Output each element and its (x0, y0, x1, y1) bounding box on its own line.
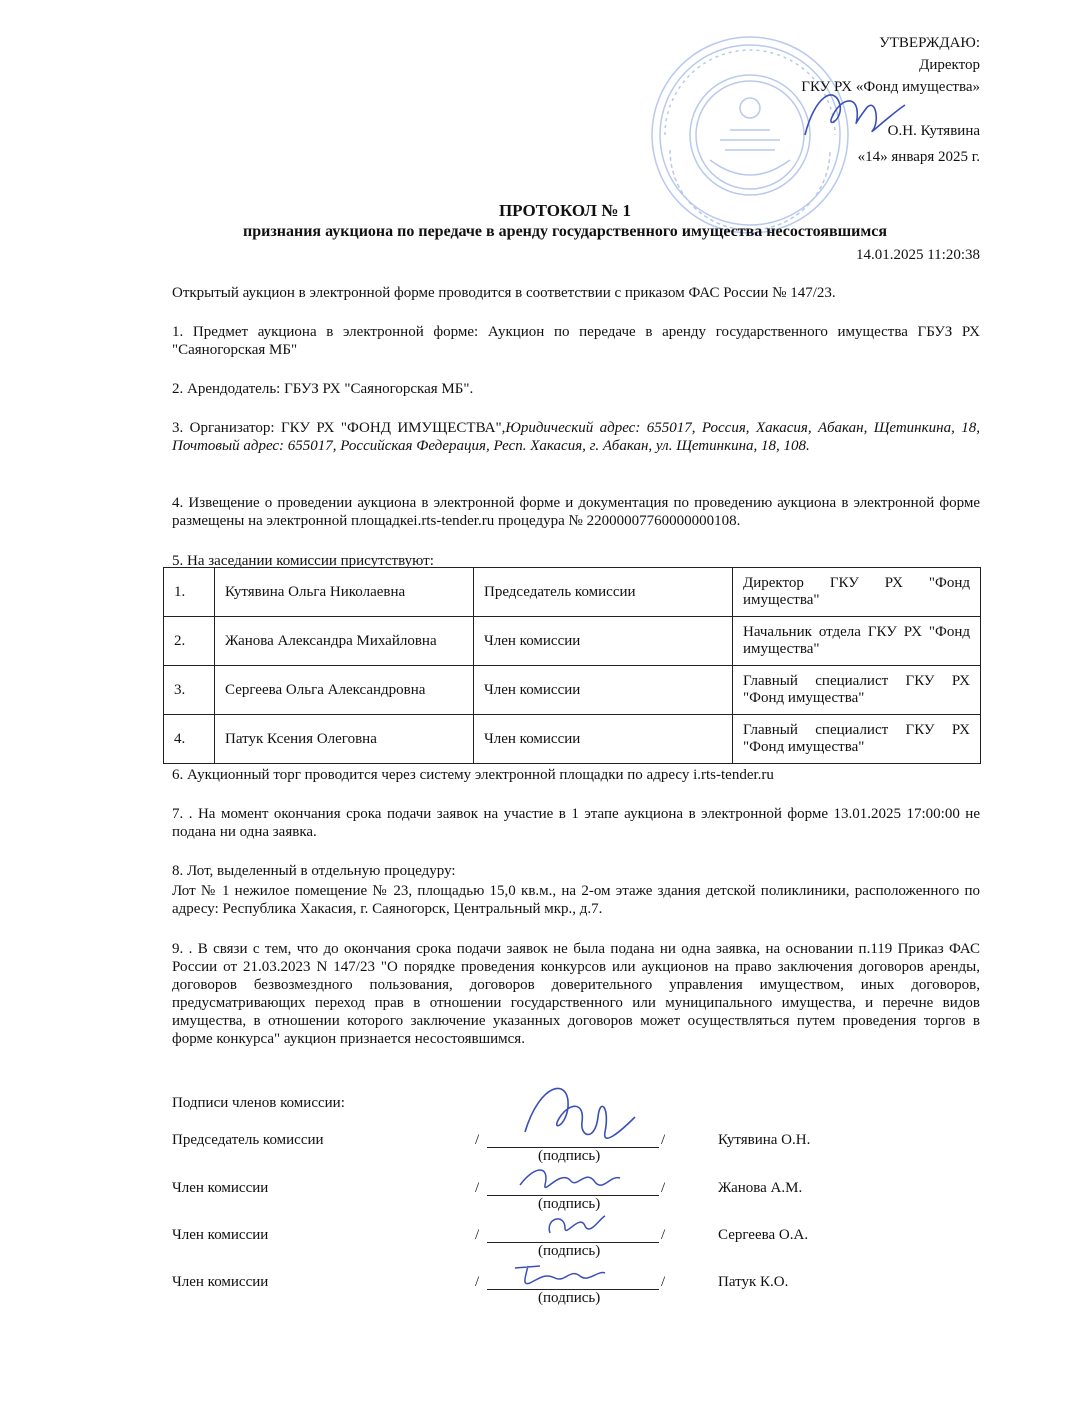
item-1: 1. Предмет аукциона в электронной форме: Аукцион по передаче в аренду государственного имущества ГБУЗ РХ "Саяногорская МБ" (172, 324, 980, 358)
approval-organization: ГКУ РХ «Фонд имущества» (801, 79, 980, 95)
member-role: Член комиссии (474, 617, 733, 666)
member-number: 1. (164, 568, 215, 617)
item-8-lot: Лот № 1 нежилое помещение № 23, площадью 15,0 кв.м., на 2-ом этаже здания детской поликлиники, расположенного по адресу: Республика Хакасия, г. Саяногорск, Центральный мкр., д.7. (172, 883, 980, 917)
member-name: Сергеева Ольга Александровна (215, 666, 474, 715)
signature-role: Член комиссии (172, 1227, 269, 1243)
table-row (164, 715, 981, 764)
member-role: Член комиссии (474, 666, 733, 715)
signature-name: Жанова А.М. (718, 1180, 803, 1196)
approval-position: Директор (919, 57, 980, 73)
table-row (164, 666, 981, 715)
signature-row: Член комиссии / / (подпись) Патук К.О. (172, 1274, 789, 1306)
member-name: Патук Ксения Олеговна (215, 715, 474, 764)
item-4: 4. Извещение о проведении аукциона в электронной форме и документация по проведению аукциона в электронной форме размещены на электронной площадкеi.rts-tender.ru процедура № 22000007760000000108. (172, 495, 980, 529)
signature-role: Член комиссии (172, 1180, 269, 1196)
item-7: 7. . На момент окончания срока подачи заявок на участие в 1 этапе аукциона в электронной форме 13.01.2025 17:00:00 не подана ни одна заявка. (172, 806, 980, 840)
signature-scribble-chairman (510, 1072, 650, 1167)
intro-paragraph: Открытый аукцион в электронной форме проводится в соответствии с приказом ФАС России № 147/23. (172, 285, 836, 301)
signature-row: Председатель комиссии / / (подпись) Кутявина О.Н. (172, 1132, 811, 1164)
member-number: 2. (164, 617, 215, 666)
document-title: ПРОТОКОЛ № 1 (498, 201, 632, 220)
signature-name: Кутявина О.Н. (718, 1132, 811, 1148)
signature-scribble-patuk (510, 1258, 610, 1293)
member-number: 3. (164, 666, 215, 715)
item-2: 2. Арендодатель: ГБУЗ РХ "Саяногорская МБ". (172, 381, 474, 397)
document-subtitle: признания аукциона по передаче в аренду государственного имущества несостоявшимся (242, 223, 887, 240)
item-6: 6. Аукционный торг проводится через систему электронной площадки по адресу i.rts-tender.ru (172, 767, 774, 783)
item-8-heading: 8. Лот, выделенный в отдельную процедуру: (172, 863, 456, 879)
signature-role: Член комиссии (172, 1274, 269, 1290)
member-number: 4. (164, 715, 215, 764)
signature-caption: (подпись) (538, 1290, 601, 1306)
signature-name: Патук К.О. (718, 1274, 789, 1290)
approval-signatory: О.Н. Кутявина (887, 123, 980, 139)
signature-caption: (подпись) (538, 1148, 601, 1164)
member-position: Главный специалист ГКУ РХ "Фонд имущества" (733, 715, 981, 764)
table-row (164, 617, 981, 666)
item-3-address: Юридический адрес: 655017, Россия, Хакасия, Абакан, Щетинкина, 18, Почтовый адрес: 655017, Российская Федерация, Респ. Хакасия, г. Абакан, ул. Щетинкина, 18, 108. (172, 420, 980, 454)
member-role: Член комиссии (474, 715, 733, 764)
commission-table (163, 567, 981, 764)
member-name: Кутявина Ольга Николаевна (215, 568, 474, 617)
document-title-block (150, 200, 980, 242)
approval-block (620, 32, 980, 168)
item-3-prefix: 3. Организатор: ГКУ РХ "ФОНД ИМУЩЕСТВА", (172, 420, 506, 436)
member-name: Жанова Александра Михайловна (215, 617, 474, 666)
member-position: Главный специалист ГКУ РХ "Фонд имущества" (733, 666, 981, 715)
item-9: 9. . В связи с тем, что до окончания срока подачи заявок не была подана ни одна заявка, на основании п.119 Приказ ФАС России от 21.03.2023 N 147/23 "О порядке проведения конкурсов или аукционов на право заключения договоров аренды, договоров безвозмездного пользования, договоров доверительного управления имуществом, иных договоров, предусматривающих переход прав в отношении государственного или муниципального имущества, и перечне видов имущества, в отношении которого заключение указанных договоров может осуществляться путем проведения торгов в форме конкурса" аукцион признается несостоявшимся. (172, 941, 980, 1047)
signature-scribble-zhanova (515, 1160, 625, 1200)
signature-caption: (подпись) (538, 1243, 601, 1259)
member-position: Директор ГКУ РХ "Фонд имущества" (733, 568, 981, 617)
approval-word: УТВЕРЖДАЮ: (879, 35, 980, 51)
signature-row: Член комиссии / / (подпись) Сергеева О.А. (172, 1227, 809, 1259)
signature-name: Сергеева О.А. (718, 1227, 809, 1243)
signatures-heading: Подписи членов комиссии: (172, 1095, 345, 1111)
signature-role: Председатель комиссии (172, 1132, 324, 1148)
signature-scribble-sergeeva (540, 1208, 610, 1243)
approval-date: «14» января 2025 г. (857, 149, 980, 165)
member-position: Начальник отдела ГКУ РХ "Фонд имущества" (733, 617, 981, 666)
member-role: Председатель комиссии (474, 568, 733, 617)
document-datetime: 14.01.2025 11:20:38 (855, 247, 980, 263)
table-row (164, 568, 981, 617)
signature-caption: (подпись) (538, 1196, 601, 1212)
item-3 (172, 419, 980, 455)
item-5: 5. На заседании комиссии присутствуют: (172, 553, 434, 569)
signature-row: Член комиссии / / (подпись) Жанова А.М. (172, 1180, 803, 1212)
